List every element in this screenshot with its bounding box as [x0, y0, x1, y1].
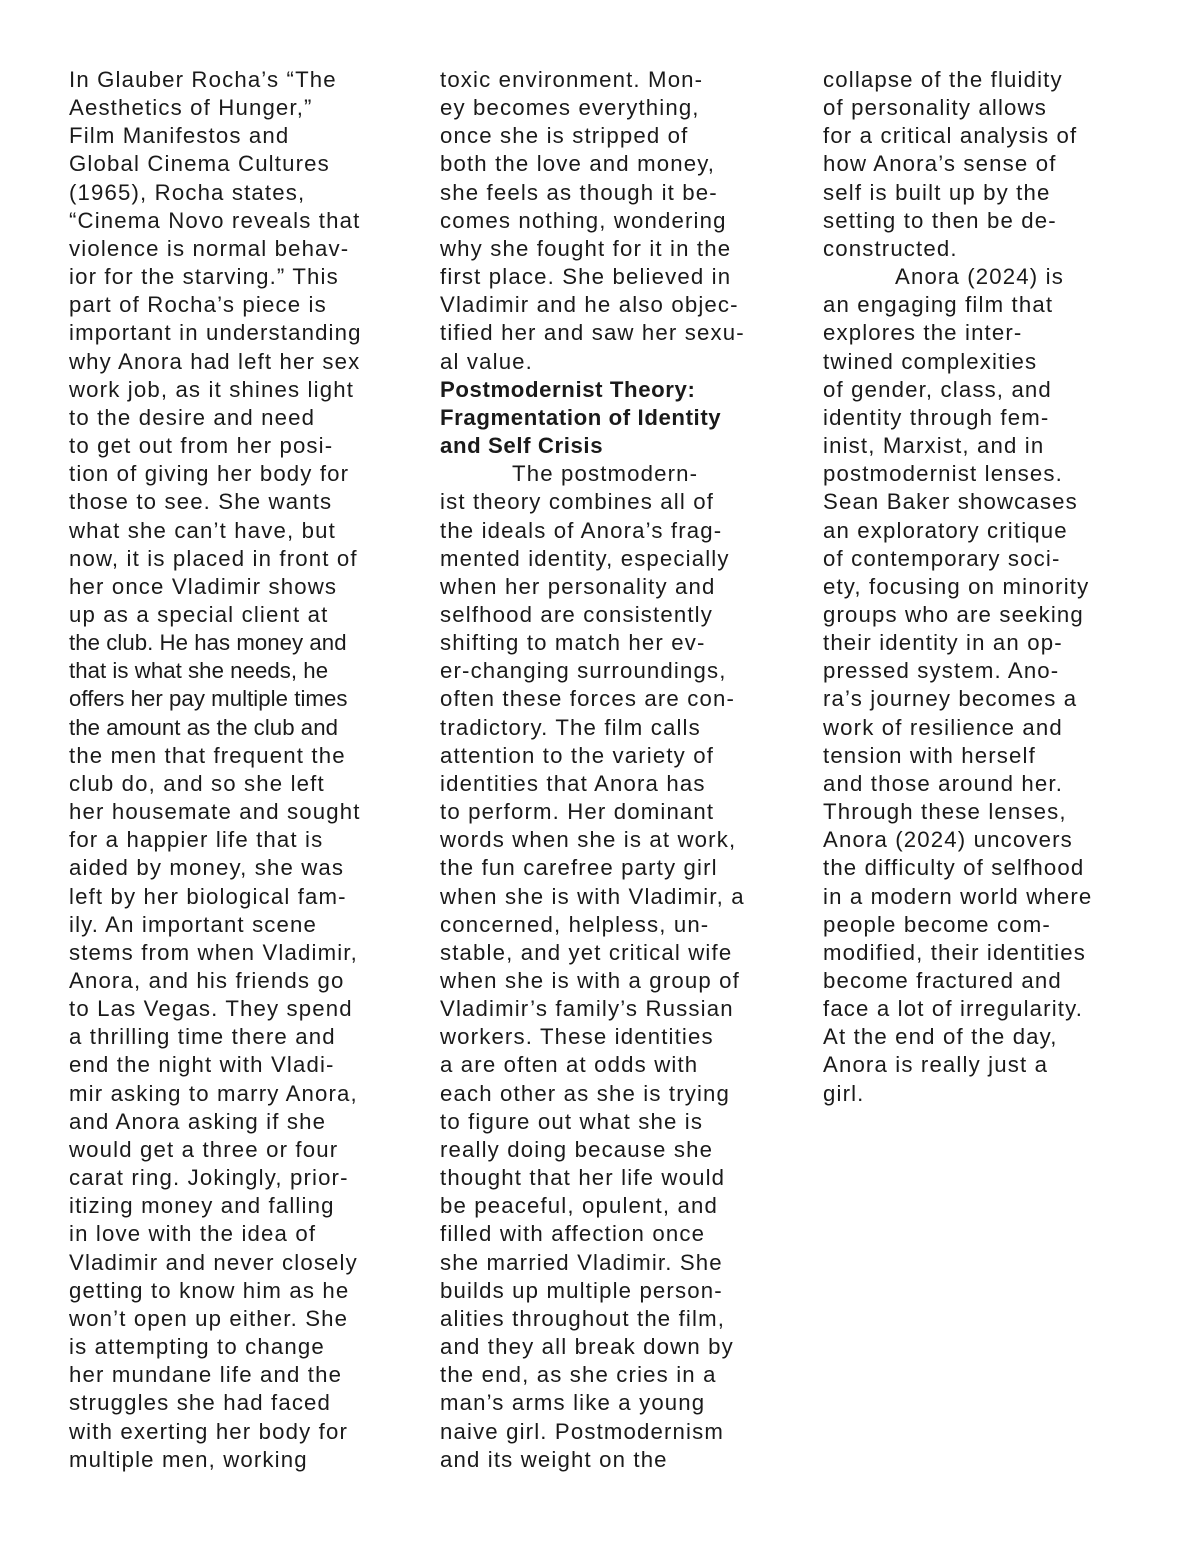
text-line: workers. These identities — [440, 1024, 714, 1050]
text-line: ist theory combines all of — [440, 489, 715, 515]
text-line: ra’s journey becomes a — [823, 686, 1078, 712]
text-line: mir asking to marry Anora, — [69, 1080, 358, 1106]
text-line: work job, as it shines light — [69, 376, 355, 402]
text-line: getting to know him as he — [69, 1277, 350, 1303]
text-column-2 — [440, 66, 805, 1474]
text-line: the fun carefree party girl — [440, 855, 718, 881]
text-line: Aesthetics of Hunger,” — [69, 95, 313, 121]
text-line: both the love and money, — [440, 151, 716, 177]
text-line: concerned, helpless, un- — [440, 911, 710, 937]
text-line: shifting to match her ev- — [440, 630, 706, 656]
text-line: builds up multiple person- — [440, 1277, 723, 1303]
section-heading-line: Fragmentation of Identity — [440, 404, 722, 430]
text-line: At the end of the day, — [823, 1024, 1058, 1050]
text-line: comes nothing, wondering — [440, 207, 727, 233]
text-line: alities throughout the film, — [440, 1305, 726, 1331]
text-line: tion of giving her body for — [69, 461, 350, 487]
text-line: ey becomes everything, — [440, 95, 700, 121]
text-line: how Anora’s sense of — [823, 151, 1057, 177]
text-line: to perform. Her dominant — [440, 799, 715, 825]
text-line: naive girl. Postmodernism — [440, 1418, 725, 1444]
text-line: toxic environment. Mon- — [440, 67, 704, 92]
text-line: the end, as she cries in a — [440, 1362, 717, 1388]
text-line: people become com- — [823, 911, 1051, 937]
text-line: that is what she needs, he — [69, 658, 329, 684]
text-line: struggles she had faced — [69, 1390, 332, 1416]
text-line: for a happier life that is — [69, 827, 324, 853]
text-line: girl. — [823, 1080, 865, 1106]
text-line: the men that frequent the — [69, 742, 346, 768]
text-line: in love with the idea of — [69, 1221, 317, 1247]
text-line: end the night with Vladi- — [69, 1052, 335, 1078]
text-line: their identity in an op- — [823, 630, 1063, 656]
text-line: what she can’t have, but — [69, 517, 336, 543]
text-line: modified, their identities — [823, 939, 1086, 965]
text-line: her mundane life and the — [69, 1362, 343, 1388]
text-line: often these forces are con- — [440, 686, 735, 712]
text-line: she married Vladimir. She — [440, 1249, 723, 1275]
text-line: ily. An important scene — [69, 911, 318, 937]
text-line: face a lot of irregularity. — [823, 996, 1084, 1022]
text-line: and its weight on the — [440, 1446, 668, 1472]
text-line: the difficulty of selfhood — [823, 855, 1085, 881]
text-line: left by her biological fam- — [69, 883, 347, 909]
text-line: and those around her. — [823, 770, 1064, 796]
text-line: identity through fem- — [823, 404, 1050, 430]
text-line: mented identity, especially — [440, 545, 730, 571]
text-line: important in understanding — [69, 320, 362, 346]
text-line: is attempting to change — [69, 1334, 325, 1360]
text-line: identities that Anora has — [440, 770, 706, 796]
text-line: her housemate and sought — [69, 799, 361, 825]
text-line: selfhood are consistently — [440, 601, 713, 627]
text-line: those to see. She wants — [69, 489, 333, 515]
text-line: offers her pay multiple times — [69, 686, 348, 712]
text-line: (1965), Rocha states, — [69, 179, 306, 205]
text-line: to the desire and need — [69, 404, 316, 430]
text-line: setting to then be de- — [823, 207, 1057, 233]
text-line: work of resilience and — [823, 714, 1063, 740]
text-line: the club. He has money and — [69, 630, 347, 656]
text-line: words when she is at work, — [440, 827, 737, 853]
text-line: of contemporary soci- — [823, 545, 1061, 571]
text-line: groups who are seeking — [823, 601, 1084, 627]
text-line: in a modern world where — [823, 883, 1093, 909]
text-line: violence is normal behav- — [69, 235, 350, 261]
text-line: why Anora had left her sex — [69, 348, 361, 374]
text-line: she feels as though it be- — [440, 179, 718, 205]
text-line: stable, and yet critical wife — [440, 939, 733, 965]
text-line: really doing because she — [440, 1136, 714, 1162]
text-line: an engaging film that — [823, 292, 1054, 318]
text-line: Global Cinema Cultures — [69, 151, 330, 177]
text-line: er-changing surroundings, — [440, 658, 727, 684]
text-line: ety, focusing on minority — [823, 573, 1090, 599]
text-line: first place. She believed in — [440, 264, 732, 290]
text-line: man’s arms like a young — [440, 1390, 706, 1416]
text-column-3 — [823, 66, 1143, 1108]
text-line: a are often at odds with — [440, 1052, 699, 1078]
text-line: club do, and so she left — [69, 770, 325, 796]
text-line: ior for the starving.” This — [69, 264, 339, 290]
text-line: when she is with a group of — [440, 968, 740, 993]
text-line: Anora (2024) uncovers — [823, 827, 1073, 853]
text-line: “Cinema Novo reveals that — [69, 207, 361, 233]
text-line: and Anora asking if she — [69, 1108, 327, 1134]
text-line: won’t open up either. She — [69, 1305, 349, 1331]
text-line: her once Vladimir shows — [69, 573, 338, 599]
text-line: Film Manifestos and — [69, 123, 290, 149]
text-line: explores the inter- — [823, 320, 1023, 346]
text-line: thought that her life would — [440, 1165, 726, 1191]
text-line: each other as she is trying — [440, 1080, 731, 1106]
text-line: filled with affection once — [440, 1221, 706, 1247]
text-line: tified her and saw her sexu- — [440, 320, 745, 346]
text-line: itizing money and falling — [69, 1193, 335, 1219]
text-line: twined complexities — [823, 348, 1038, 374]
text-line: collapse of the fluidity — [823, 67, 1063, 92]
text-line: now, it is placed in front of — [69, 545, 358, 571]
text-line: inist, Marxist, and in — [823, 433, 1045, 459]
text-line: once she is stripped of — [440, 123, 689, 149]
text-line: and they all break down by — [440, 1334, 734, 1360]
section-heading-line: and Self Crisis — [440, 433, 604, 459]
text-line: aided by money, she was — [69, 855, 345, 881]
text-line: when her personality and — [440, 573, 716, 599]
text-line: part of Rocha’s piece is — [69, 292, 327, 318]
paragraph-first-line: Anora (2024) is — [895, 264, 1064, 290]
text-line: Sean Baker showcases — [823, 489, 1078, 515]
text-line: of gender, class, and — [823, 376, 1052, 402]
section-heading-line: Postmodernist Theory: — [440, 376, 696, 402]
text-line: a thrilling time there and — [69, 1024, 336, 1050]
text-line: the amount as the club and — [69, 714, 338, 740]
text-line: for a critical analysis of — [823, 123, 1078, 149]
text-line: Vladimir’s family’s Russian — [440, 996, 734, 1022]
text-line: Vladimir and he also objec- — [440, 292, 739, 318]
text-line: would get a three or four — [69, 1136, 339, 1162]
text-line: Anora is really just a — [823, 1052, 1049, 1078]
text-line: multiple men, working — [69, 1446, 308, 1472]
text-line: with exerting her body for — [69, 1418, 349, 1444]
text-line: to get out from her posi- — [69, 433, 334, 459]
text-line: why she fought for it in the — [440, 235, 732, 261]
text-line: Vladimir and never closely — [69, 1249, 358, 1275]
text-line: postmodernist lenses. — [823, 461, 1063, 487]
text-line: become fractured and — [823, 968, 1062, 993]
text-line: to figure out what she is — [440, 1108, 704, 1134]
text-line: Anora, and his friends go — [69, 968, 345, 993]
text-line: constructed. — [823, 235, 958, 261]
text-line: stems from when Vladimir, — [69, 939, 358, 965]
text-line: the ideals of Anora’s frag- — [440, 517, 723, 543]
text-line: attention to the variety of — [440, 742, 715, 768]
text-line: self is built up by the — [823, 179, 1051, 205]
text-line: to Las Vegas. They spend — [69, 996, 353, 1022]
text-line: tradictory. The film calls — [440, 714, 701, 740]
text-line: an exploratory critique — [823, 517, 1068, 543]
paragraph-first-line: The postmodern- — [512, 461, 699, 487]
text-column-1 — [69, 66, 419, 1474]
text-line: al value. — [440, 348, 533, 374]
section-heading — [440, 376, 805, 460]
text-line: up as a special client at — [69, 601, 329, 627]
text-line: pressed system. Ano- — [823, 658, 1060, 684]
text-line: Through these lenses, — [823, 799, 1067, 825]
text-line: of personality allows — [823, 95, 1047, 121]
text-line: tension with herself — [823, 742, 1036, 768]
text-line: carat ring. Jokingly, prior- — [69, 1165, 349, 1191]
text-line: In Glauber Rocha’s “The — [69, 67, 337, 92]
text-line: be peaceful, opulent, and — [440, 1193, 718, 1219]
text-line: when she is with Vladimir, a — [440, 883, 745, 909]
